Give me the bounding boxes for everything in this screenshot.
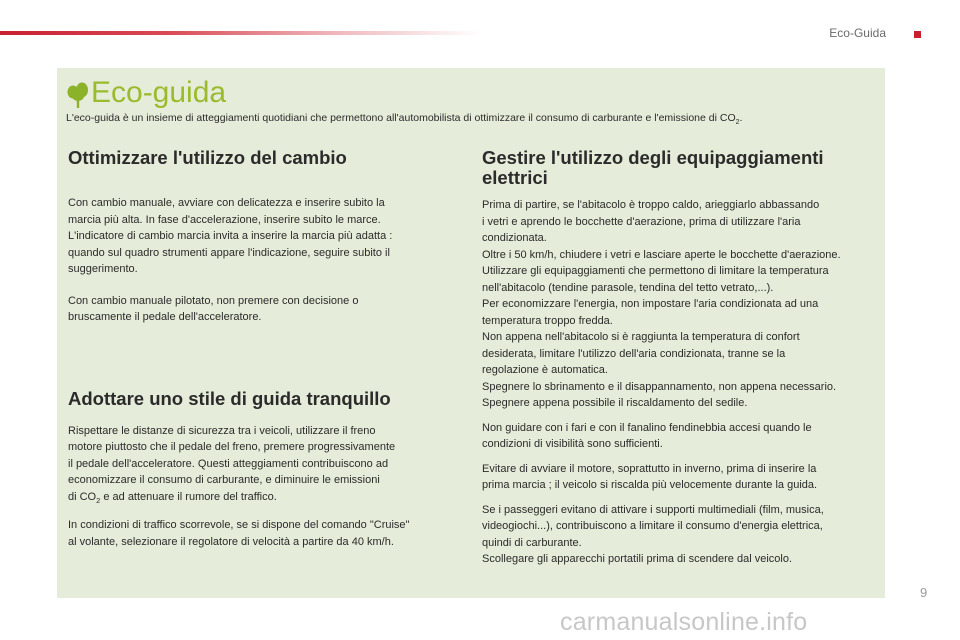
header-square-marker: [914, 31, 921, 38]
driving-style-paragraph-2: In condizioni di traffico scorrevole, se si dispone del comando "Cruise" al volante, selezionare il regolatore di velocità a partire da 40 km/h.: [68, 519, 410, 548]
watermark-text: carmanualsonline.info: [560, 608, 808, 636]
electrical-paragraph-4: Se i passeggeri evitano di attivare i supporti multimediali (film, musica, videogiochi...), contribuiscono a limitare il consumo d'energia elettrica, quindi di carburante. Scollegare gli apparecchi portatili prima di scendere dal veicolo.: [482, 503, 824, 565]
driving-style-paragraph-1: Rispettare le distanze di sicurezza tra i veicoli, utilizzare il freno motore piuttosto che il pedale del freno, premere progressivamente il pedale dell'acceleratore. Questi atteggiamenti contribuiscono ad economizzare il consumo di carburante, e diminuire le emissioni di $CO_2$ e ad attenuare il rumore del traffico.: [68, 424, 396, 505]
electrical-paragraph-3: Evitare di avviare il motore, soprattutto in inverno, prima di inserire la prima marcia ; il veicolo si riscalda più velocemente durante la guida.: [482, 462, 818, 491]
panel-title: Eco-guida: [91, 76, 227, 109]
section-heading-electrical: Gestire l'utilizzo degli equipaggiamenti elettrici: [482, 147, 824, 188]
section-heading-gearbox: Ottimizzare l'utilizzo del cambio: [68, 147, 347, 168]
page-number: 9: [920, 585, 928, 600]
header-accent-bar: [0, 31, 480, 35]
section-heading-driving-style: Adottare uno stile di guida tranquillo: [68, 387, 391, 409]
electrical-paragraph-2: Non guidare con i fari e con il fanalino fendinebbia accesi quando le condizioni di visibilità sono sufficienti.: [482, 421, 812, 450]
right-column: [482, 148, 877, 568]
leaf-tree-icon: [67, 82, 89, 108]
gearbox-paragraph-1: Con cambio manuale, avviare con delicatezza e inserire subito la marcia più alta. In fase d'accelerazione, inserire subito le marce. L'indicatore di cambio marcia invita a inserire la marcia più adatta : quando sul quadro strumenti appare l'indicazione, seguire subito il suggerimento.: [68, 197, 393, 275]
left-column: [68, 148, 458, 550]
intro-paragraph: L'eco-guida è un insieme di atteggiamenti quotidiani che permettono all'automobilista di ottimizzare il consumo di carburante e l'emissione di $CO_2$.: [66, 112, 743, 127]
gearbox-paragraph-2: Con cambio manuale pilotato, non premere con decisione o bruscamente il pedale dell'acceleratore.: [68, 294, 359, 323]
electrical-paragraph-1: Prima di partire, se l'abitacolo è troppo caldo, arieggiarlo abbassando i vetri e aprendo le bocchette d'aerazione, prima di utilizzare l'aria condizionata. Oltre i 50 km/h, chiudere i vetri e lasciare aperte le bocchette d'aerazione. Utilizzare gli equipaggiamenti che permettono di limitare la temperatura nell'abitacolo (tendine parasole, tendina del tetto vetrato,...). Per economizzare l'energia, non impostare l'aria condizionata ad una temperatura troppo fredda. Non appena nell'abitacolo si è raggiunta la temperatura di confort desiderata, limitare l'utilizzo dell'aria condizionata, tranne se la regolazione è automatica. Spegnere lo sbrinamento e il disappannamento, non appena necessario. Spegnere appena possibile il riscaldamento del sedile.: [482, 199, 841, 409]
running-header-title: Eco-Guida: [829, 26, 886, 40]
eco-guide-panel: [57, 68, 885, 598]
